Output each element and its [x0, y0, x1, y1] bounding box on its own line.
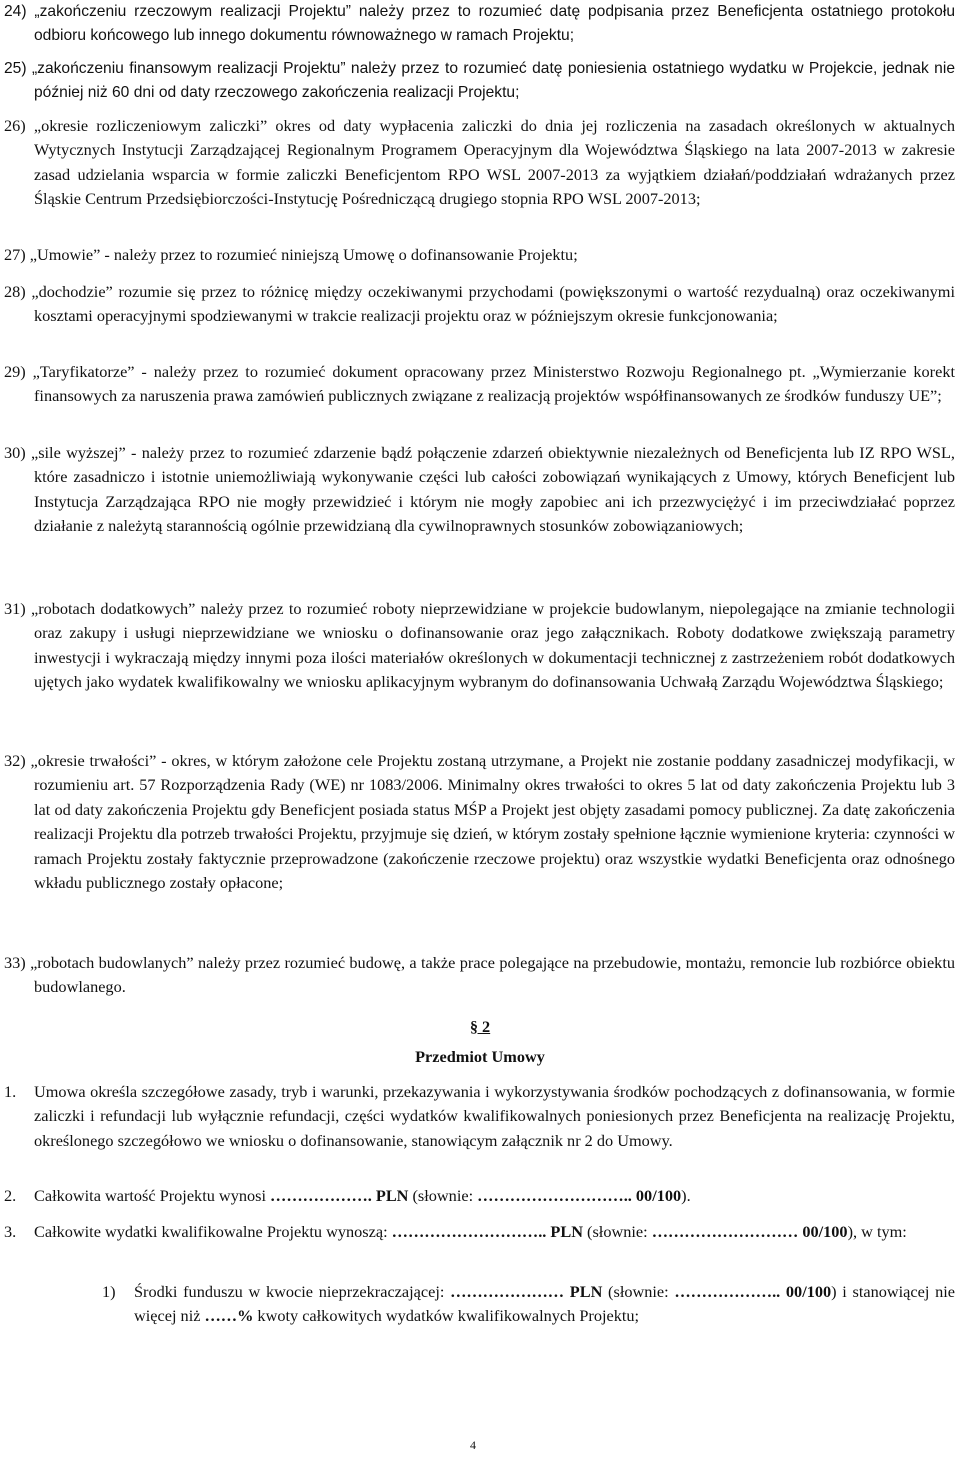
definition-30	[4, 441, 955, 539]
definition-31	[4, 597, 955, 695]
clause-text: (słownie:	[408, 1186, 478, 1205]
subclause-text: kwoty całkowitych wydatków kwalifikowalnych Projektu;	[253, 1306, 640, 1326]
percent-blank: ……%	[204, 1306, 254, 1326]
clause-1	[4, 1080, 955, 1153]
section-symbol: § 2	[469, 1017, 491, 1036]
amount-words-blank: ……………….. 00/100	[674, 1282, 832, 1301]
subclause-text: ) i stanowiącej nie więcej niż	[134, 1282, 955, 1326]
definition-text: 30) „sile wyższej” - należy przez to rozumieć zdarzenie bądź połączenie zdarzeń obiektywnie niezależnych od Beneficjenta lub IZ RPO WSL, które zasadniczo i istotnie uniemożliwiają wykonywanie części lub całości zobowiązań wynikających z Umowy, których Beneficjent lub Instytucja Zarządzająca RPO nie mogły przewidzieć i którym nie mogły zapobiec ani ich przezwyciężyć i im przeciwdziałać poprzez działanie z należytą starannością ogólnie przewidzianą dla cywilnoprawnych stosunków zobowiązaniowych;	[4, 443, 955, 536]
definition-text: 28) „dochodzie” rozumie się przez to różnicę między oczekiwanymi przychodami (powiększonymi o wartość rezydualną) oraz oczekiwanymi kosztami operacyjnymi spodziewanymi w trakcie realizacji projektu oraz w późniejszym okresie funkcjonowania;	[4, 282, 955, 326]
definition-text: 33) „robotach budowlanych” należy przez rozumieć budowę, a także prace polegające na przebudowie, montażu, remoncie lub rozbiórce obiektu budowlanego.	[4, 953, 955, 997]
clause-number: 2.	[4, 1186, 17, 1205]
clause-number: 3.	[4, 1222, 17, 1241]
definition-27	[4, 243, 955, 267]
subclause-1	[102, 1280, 955, 1329]
amount-words-blank: ……………………… 00/100	[651, 1222, 848, 1241]
definition-25	[4, 57, 955, 106]
definition-33	[4, 951, 955, 1000]
definition-32	[4, 749, 955, 895]
definition-text: 32) „okresie trwałości” - okres, w którym założone cele Projektu zostaną utrzymane, a Projekt nie zostanie poddany zasadniczej modyfikacji, w rozumieniu art. 57 Rozporządzenia Rady (WE) nr 1083/2006. Minimalny okres trwałości to okres 5 lat od daty zakończenia Projektu lub 3 lat od daty zakończenia Projektu gdy Beneficjent posiada status MŚP a Projekt jest objęty zasadami pomocy publicznej. Za datę zakończenia realizacji Projektu dla potrzeb trwałości Projektu, przyjmuje się dzień, w którym zostały spełnione łącznie wymienione kryteria: czynności w ramach Projektu zostały faktycznie przeprowadzone (zakończenie rzeczowe projektu) oraz wszystkie wydatki Beneficjenta oraz odnośnego wkładu publicznego zostały opłacone;	[4, 751, 955, 893]
subclause-number: 1)	[102, 1282, 116, 1301]
clause-text: Umowa określa szczegółowe zasady, tryb i warunki, przekazywania i wykorzystywania środków pochodzących z dofinansowania, w formie zaliczki i refundacji lub wyłącznie refundacji, części wydatków kwalifikowalnych poniesionych przez Beneficjenta na realizację Projektu, określonego szczegółowo we wniosku o dofinansowanie, stanowiącym załącznik nr 2 do Umowy.	[34, 1082, 955, 1150]
definition-26	[4, 114, 955, 212]
definition-29	[4, 360, 955, 409]
clause-text: ).	[681, 1186, 691, 1205]
definition-text: 27) „Umowie” - należy przez to rozumieć niniejszą Umowę o dofinansowanie Projektu;	[4, 245, 578, 264]
subclause-text: Środki funduszu w kwocie nieprzekraczającej:	[134, 1282, 451, 1301]
definition-text: 26) „okresie rozliczeniowym zaliczki” okres od daty wypłacenia zaliczki do dnia jej rozliczenia na zasadach określonych w aktualnych Wytycznych Instytucji Zarządzającej Regionalnym Programem Operacyjnym dla Województwa Śląskiego na lata 2007-2013 w zakresie zasad udzielania wsparcia w formie zaliczki Beneficjentom RPO WSL 2007-2013 za wyjątkiem działań/poddziałań wdrażanych przez Śląskie Centrum Przedsiębiorczości-Instytucję Pośredniczącą drugiego stopnia RPO WSL 2007-2013;	[4, 116, 955, 209]
clause-text: (słownie:	[582, 1222, 652, 1241]
clause-3	[4, 1220, 955, 1244]
clause-text: Całkowite wydatki kwalifikowalne Projektu wynoszą:	[34, 1222, 392, 1241]
clause-2	[4, 1184, 955, 1208]
page-number: 4	[470, 1438, 476, 1452]
clause-number: 1.	[4, 1082, 17, 1101]
definition-28	[4, 280, 955, 329]
definition-text: 31) „robotach dodatkowych” należy przez to rozumieć roboty nieprzewidziane w projekcie budowlanym, niepolegające na zmianie technologii oraz zakupy i usługi nieprzewidziane we wniosku o dofinansowanie oraz jego załącznikach. Roboty dodatkowe zwiększają parametry inwestycji i wykraczają między innymi poza ilości materiałów określonych w dokumentacji technicznej z zastrzeżeniem robót dodatkowych ujętych jako wydatek kwalifikowalny we wniosku aplikacyjnym wybranym do dofinansowania Uchwałą Zarządu Województwa Śląskiego;	[4, 599, 955, 692]
amount-blank: ……………………….. PLN	[391, 1222, 583, 1241]
amount-blank: ………………… PLN	[450, 1282, 603, 1301]
definition-text: 25) „zakończeniu finansowym realizacji Projektu” należy przez to rozumieć datę poniesienia ostatniego wydatku w Projekcie, jednak nie później niż 60 dni od daty rzeczowego zakończenia realizacji Projektu;	[4, 60, 955, 102]
clause-text: ), w tym:	[847, 1222, 907, 1241]
definition-text: 29) „Taryfikatorze” - należy przez to rozumieć dokument opracowany przez Ministerstwo Rozwoju Regionalnego pt. „Wymierzanie korekt finansowych za naruszenia prawa zamówień publicznych związane z realizacją projektów współfinansowanych ze środków funduszy UE”;	[4, 362, 955, 406]
amount-words-blank: ……………………….. 00/100	[477, 1186, 682, 1205]
clause-text: Całkowita wartość Projektu wynosi	[34, 1186, 271, 1205]
definition-text: 24) „zakończeniu rzeczowym realizacji Projektu” należy przez to rozumieć datę podpisania przez Beneficjenta ostatniego protokołu odbioru końcowego lub innego dokumentu równoważnego w ramach Projektu;	[4, 3, 955, 45]
subclause-text: (słownie:	[602, 1282, 675, 1301]
definition-24	[4, 0, 955, 49]
amount-blank: ………………. PLN	[270, 1186, 409, 1205]
section-title: Przedmiot Umowy	[415, 1047, 545, 1066]
